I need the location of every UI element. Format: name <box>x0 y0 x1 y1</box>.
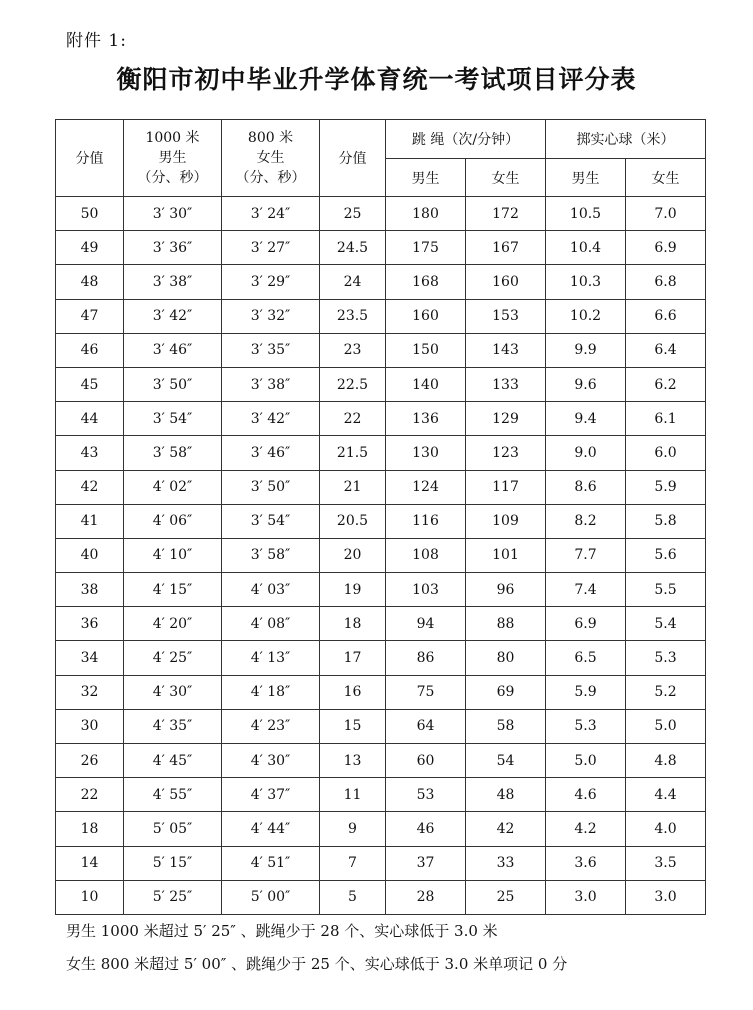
cell-score: 14 <box>56 846 124 880</box>
table-row <box>56 709 706 743</box>
table-row <box>56 299 706 333</box>
cell-rope-female: 133 <box>466 367 546 401</box>
cell-score: 32 <box>56 675 124 709</box>
table-row <box>56 675 706 709</box>
score-table <box>55 119 706 915</box>
table-row <box>56 504 706 538</box>
cell-rope-male: 103 <box>386 573 466 607</box>
cell-rope-male: 86 <box>386 641 466 675</box>
cell-rope-male: 160 <box>386 299 466 333</box>
cell-run800: 4′ 08″ <box>222 607 320 641</box>
cell-ball-male: 6.9 <box>546 607 626 641</box>
cell-score: 49 <box>56 231 124 265</box>
cell-score-2: 16 <box>320 675 386 709</box>
cell-run1000: 3′ 38″ <box>124 265 222 299</box>
cell-score-2: 11 <box>320 778 386 812</box>
header-run800-title: 800 米 <box>247 130 294 146</box>
cell-score-2: 24.5 <box>320 231 386 265</box>
cell-rope-male: 150 <box>386 333 466 367</box>
cell-rope-female: 25 <box>466 880 546 914</box>
cell-ball-male: 7.7 <box>546 538 626 572</box>
cell-rope-male: 46 <box>386 812 466 846</box>
cell-run800: 4′ 13″ <box>222 641 320 675</box>
cell-run800: 3′ 24″ <box>222 197 320 231</box>
cell-ball-female: 3.0 <box>626 880 706 914</box>
header-run1000-unit: （分、秒） <box>137 170 208 186</box>
cell-score-2: 7 <box>320 846 386 880</box>
cell-ball-female: 6.4 <box>626 333 706 367</box>
cell-score-2: 21 <box>320 470 386 504</box>
cell-run1000: 4′ 45″ <box>124 744 222 778</box>
cell-run1000: 4′ 55″ <box>124 778 222 812</box>
cell-run1000: 4′ 06″ <box>124 504 222 538</box>
cell-ball-female: 5.9 <box>626 470 706 504</box>
cell-run1000: 3′ 58″ <box>124 436 222 470</box>
cell-ball-female: 5.3 <box>626 641 706 675</box>
cell-ball-male: 10.4 <box>546 231 626 265</box>
cell-score: 30 <box>56 709 124 743</box>
table-row <box>56 402 706 436</box>
cell-score-2: 25 <box>320 197 386 231</box>
cell-score-2: 18 <box>320 607 386 641</box>
cell-ball-male: 10.2 <box>546 299 626 333</box>
cell-run800: 4′ 03″ <box>222 573 320 607</box>
cell-ball-male: 9.6 <box>546 367 626 401</box>
cell-ball-male: 5.9 <box>546 675 626 709</box>
cell-ball-male: 10.5 <box>546 197 626 231</box>
cell-rope-male: 60 <box>386 744 466 778</box>
cell-run1000: 3′ 54″ <box>124 402 222 436</box>
cell-rope-male: 28 <box>386 880 466 914</box>
cell-score-2: 15 <box>320 709 386 743</box>
cell-run800: 3′ 46″ <box>222 436 320 470</box>
cell-score-2: 23.5 <box>320 299 386 333</box>
cell-ball-female: 4.8 <box>626 744 706 778</box>
cell-run1000: 4′ 15″ <box>124 573 222 607</box>
header-score: 分值 <box>56 120 124 197</box>
header-run800-unit: （分、秒） <box>235 170 306 186</box>
header-rope-male: 男生 <box>386 159 466 197</box>
cell-rope-female: 172 <box>466 197 546 231</box>
cell-score-2: 24 <box>320 265 386 299</box>
cell-score: 44 <box>56 402 124 436</box>
cell-ball-female: 6.2 <box>626 367 706 401</box>
cell-rope-female: 109 <box>466 504 546 538</box>
table-row <box>56 744 706 778</box>
cell-rope-female: 123 <box>466 436 546 470</box>
table-row <box>56 265 706 299</box>
cell-ball-female: 7.0 <box>626 197 706 231</box>
cell-ball-female: 5.0 <box>626 709 706 743</box>
cell-rope-female: 88 <box>466 607 546 641</box>
cell-score-2: 13 <box>320 744 386 778</box>
cell-run1000: 4′ 02″ <box>124 470 222 504</box>
cell-score-2: 19 <box>320 573 386 607</box>
cell-ball-female: 5.5 <box>626 573 706 607</box>
cell-rope-female: 33 <box>466 846 546 880</box>
cell-run1000: 4′ 10″ <box>124 538 222 572</box>
cell-run1000: 3′ 46″ <box>124 333 222 367</box>
cell-ball-female: 5.4 <box>626 607 706 641</box>
header-ball-male: 男生 <box>546 159 626 197</box>
cell-run1000: 4′ 25″ <box>124 641 222 675</box>
table-row <box>56 846 706 880</box>
cell-score-2: 22 <box>320 402 386 436</box>
table-row <box>56 538 706 572</box>
cell-run1000: 3′ 36″ <box>124 231 222 265</box>
table-row <box>56 641 706 675</box>
cell-rope-male: 108 <box>386 538 466 572</box>
score-table-body <box>56 197 706 915</box>
cell-ball-male: 9.4 <box>546 402 626 436</box>
cell-score-2: 9 <box>320 812 386 846</box>
cell-rope-female: 54 <box>466 744 546 778</box>
cell-rope-male: 75 <box>386 675 466 709</box>
cell-run800: 3′ 38″ <box>222 367 320 401</box>
cell-score: 50 <box>56 197 124 231</box>
header-ball-female: 女生 <box>626 159 706 197</box>
cell-rope-male: 116 <box>386 504 466 538</box>
table-row <box>56 436 706 470</box>
cell-run1000: 4′ 30″ <box>124 675 222 709</box>
cell-ball-female: 4.4 <box>626 778 706 812</box>
cell-rope-female: 167 <box>466 231 546 265</box>
cell-score: 47 <box>56 299 124 333</box>
cell-run800: 3′ 27″ <box>222 231 320 265</box>
cell-ball-female: 6.0 <box>626 436 706 470</box>
cell-run800: 3′ 29″ <box>222 265 320 299</box>
cell-run800: 3′ 58″ <box>222 538 320 572</box>
table-row <box>56 197 706 231</box>
cell-score: 26 <box>56 744 124 778</box>
table-row <box>56 333 706 367</box>
cell-ball-male: 7.4 <box>546 573 626 607</box>
cell-score: 41 <box>56 504 124 538</box>
cell-rope-female: 160 <box>466 265 546 299</box>
cell-rope-male: 94 <box>386 607 466 641</box>
cell-ball-female: 3.5 <box>626 846 706 880</box>
cell-ball-female: 6.6 <box>626 299 706 333</box>
cell-run800: 3′ 35″ <box>222 333 320 367</box>
cell-ball-male: 5.3 <box>546 709 626 743</box>
cell-rope-female: 143 <box>466 333 546 367</box>
cell-ball-female: 6.9 <box>626 231 706 265</box>
cell-run1000: 5′ 15″ <box>124 846 222 880</box>
cell-ball-male: 4.6 <box>546 778 626 812</box>
table-row <box>56 470 706 504</box>
cell-score-2: 23 <box>320 333 386 367</box>
cell-score-2: 5 <box>320 880 386 914</box>
cell-run800: 3′ 42″ <box>222 402 320 436</box>
cell-run1000: 4′ 20″ <box>124 607 222 641</box>
cell-run800: 3′ 50″ <box>222 470 320 504</box>
cell-score: 34 <box>56 641 124 675</box>
header-run1000-gender: 男生 <box>158 150 187 166</box>
cell-score-2: 17 <box>320 641 386 675</box>
header-rope: 跳 绳（次/分钟） <box>386 120 546 159</box>
cell-score: 43 <box>56 436 124 470</box>
page-title: 衡阳市初中毕业升学体育统一考试项目评分表 <box>116 65 637 94</box>
table-row <box>56 778 706 812</box>
cell-score: 46 <box>56 333 124 367</box>
cell-score: 36 <box>56 607 124 641</box>
header-run800 <box>222 120 320 197</box>
cell-run800: 4′ 37″ <box>222 778 320 812</box>
cell-run800: 4′ 18″ <box>222 675 320 709</box>
header-rope-female: 女生 <box>466 159 546 197</box>
header-row <box>56 120 706 159</box>
cell-ball-female: 5.2 <box>626 675 706 709</box>
cell-score-2: 20.5 <box>320 504 386 538</box>
cell-score: 18 <box>56 812 124 846</box>
cell-rope-female: 117 <box>466 470 546 504</box>
cell-rope-male: 37 <box>386 846 466 880</box>
cell-score: 22 <box>56 778 124 812</box>
cell-rope-female: 58 <box>466 709 546 743</box>
header-score-2: 分值 <box>320 120 386 197</box>
cell-rope-female: 80 <box>466 641 546 675</box>
cell-rope-male: 140 <box>386 367 466 401</box>
cell-ball-female: 4.0 <box>626 812 706 846</box>
table-row <box>56 812 706 846</box>
attachment-label: 附件 1: <box>66 31 127 51</box>
cell-rope-male: 136 <box>386 402 466 436</box>
table-row <box>56 880 706 914</box>
cell-rope-female: 129 <box>466 402 546 436</box>
cell-run800: 5′ 00″ <box>222 880 320 914</box>
cell-run800: 3′ 32″ <box>222 299 320 333</box>
cell-ball-male: 3.6 <box>546 846 626 880</box>
cell-run1000: 5′ 05″ <box>124 812 222 846</box>
cell-rope-female: 101 <box>466 538 546 572</box>
cell-run1000: 3′ 30″ <box>124 197 222 231</box>
cell-ball-male: 6.5 <box>546 641 626 675</box>
table-row <box>56 231 706 265</box>
cell-ball-female: 5.6 <box>626 538 706 572</box>
cell-run1000: 4′ 35″ <box>124 709 222 743</box>
cell-ball-female: 6.1 <box>626 402 706 436</box>
cell-run800: 4′ 23″ <box>222 709 320 743</box>
cell-ball-male: 10.3 <box>546 265 626 299</box>
cell-rope-male: 175 <box>386 231 466 265</box>
header-run1000 <box>124 120 222 197</box>
cell-rope-female: 42 <box>466 812 546 846</box>
cell-score: 48 <box>56 265 124 299</box>
cell-run1000: 3′ 42″ <box>124 299 222 333</box>
cell-rope-male: 64 <box>386 709 466 743</box>
cell-rope-female: 48 <box>466 778 546 812</box>
table-row <box>56 607 706 641</box>
note-female: 女生 800 米超过 5′ 00″ 、跳绳少于 25 个、实心球低于 3.0 米单项记 0 分 <box>66 955 568 973</box>
cell-score-2: 20 <box>320 538 386 572</box>
cell-score-2: 22.5 <box>320 367 386 401</box>
cell-score: 45 <box>56 367 124 401</box>
cell-ball-female: 5.8 <box>626 504 706 538</box>
cell-ball-male: 8.2 <box>546 504 626 538</box>
cell-ball-female: 6.8 <box>626 265 706 299</box>
cell-score-2: 21.5 <box>320 436 386 470</box>
cell-rope-female: 153 <box>466 299 546 333</box>
cell-run1000: 3′ 50″ <box>124 367 222 401</box>
cell-ball-male: 5.0 <box>546 744 626 778</box>
cell-run1000: 5′ 25″ <box>124 880 222 914</box>
cell-run800: 4′ 51″ <box>222 846 320 880</box>
cell-run800: 4′ 30″ <box>222 744 320 778</box>
cell-ball-male: 4.2 <box>546 812 626 846</box>
cell-rope-female: 96 <box>466 573 546 607</box>
header-run1000-title: 1000 米 <box>145 130 200 146</box>
cell-run800: 4′ 44″ <box>222 812 320 846</box>
cell-rope-male: 124 <box>386 470 466 504</box>
cell-ball-male: 9.9 <box>546 333 626 367</box>
cell-score: 42 <box>56 470 124 504</box>
cell-rope-female: 69 <box>466 675 546 709</box>
header-run800-gender: 女生 <box>256 150 285 166</box>
cell-score: 38 <box>56 573 124 607</box>
cell-ball-male: 3.0 <box>546 880 626 914</box>
cell-rope-male: 180 <box>386 197 466 231</box>
cell-score: 40 <box>56 538 124 572</box>
cell-rope-male: 130 <box>386 436 466 470</box>
header-ball: 掷实心球（米） <box>546 120 706 159</box>
cell-run800: 3′ 54″ <box>222 504 320 538</box>
table-row <box>56 367 706 401</box>
cell-ball-male: 8.6 <box>546 470 626 504</box>
cell-rope-male: 53 <box>386 778 466 812</box>
table-row <box>56 573 706 607</box>
cell-ball-male: 9.0 <box>546 436 626 470</box>
cell-rope-male: 168 <box>386 265 466 299</box>
cell-score: 10 <box>56 880 124 914</box>
note-male: 男生 1000 米超过 5′ 25″ 、跳绳少于 28 个、实心球低于 3.0 米 <box>66 922 498 940</box>
